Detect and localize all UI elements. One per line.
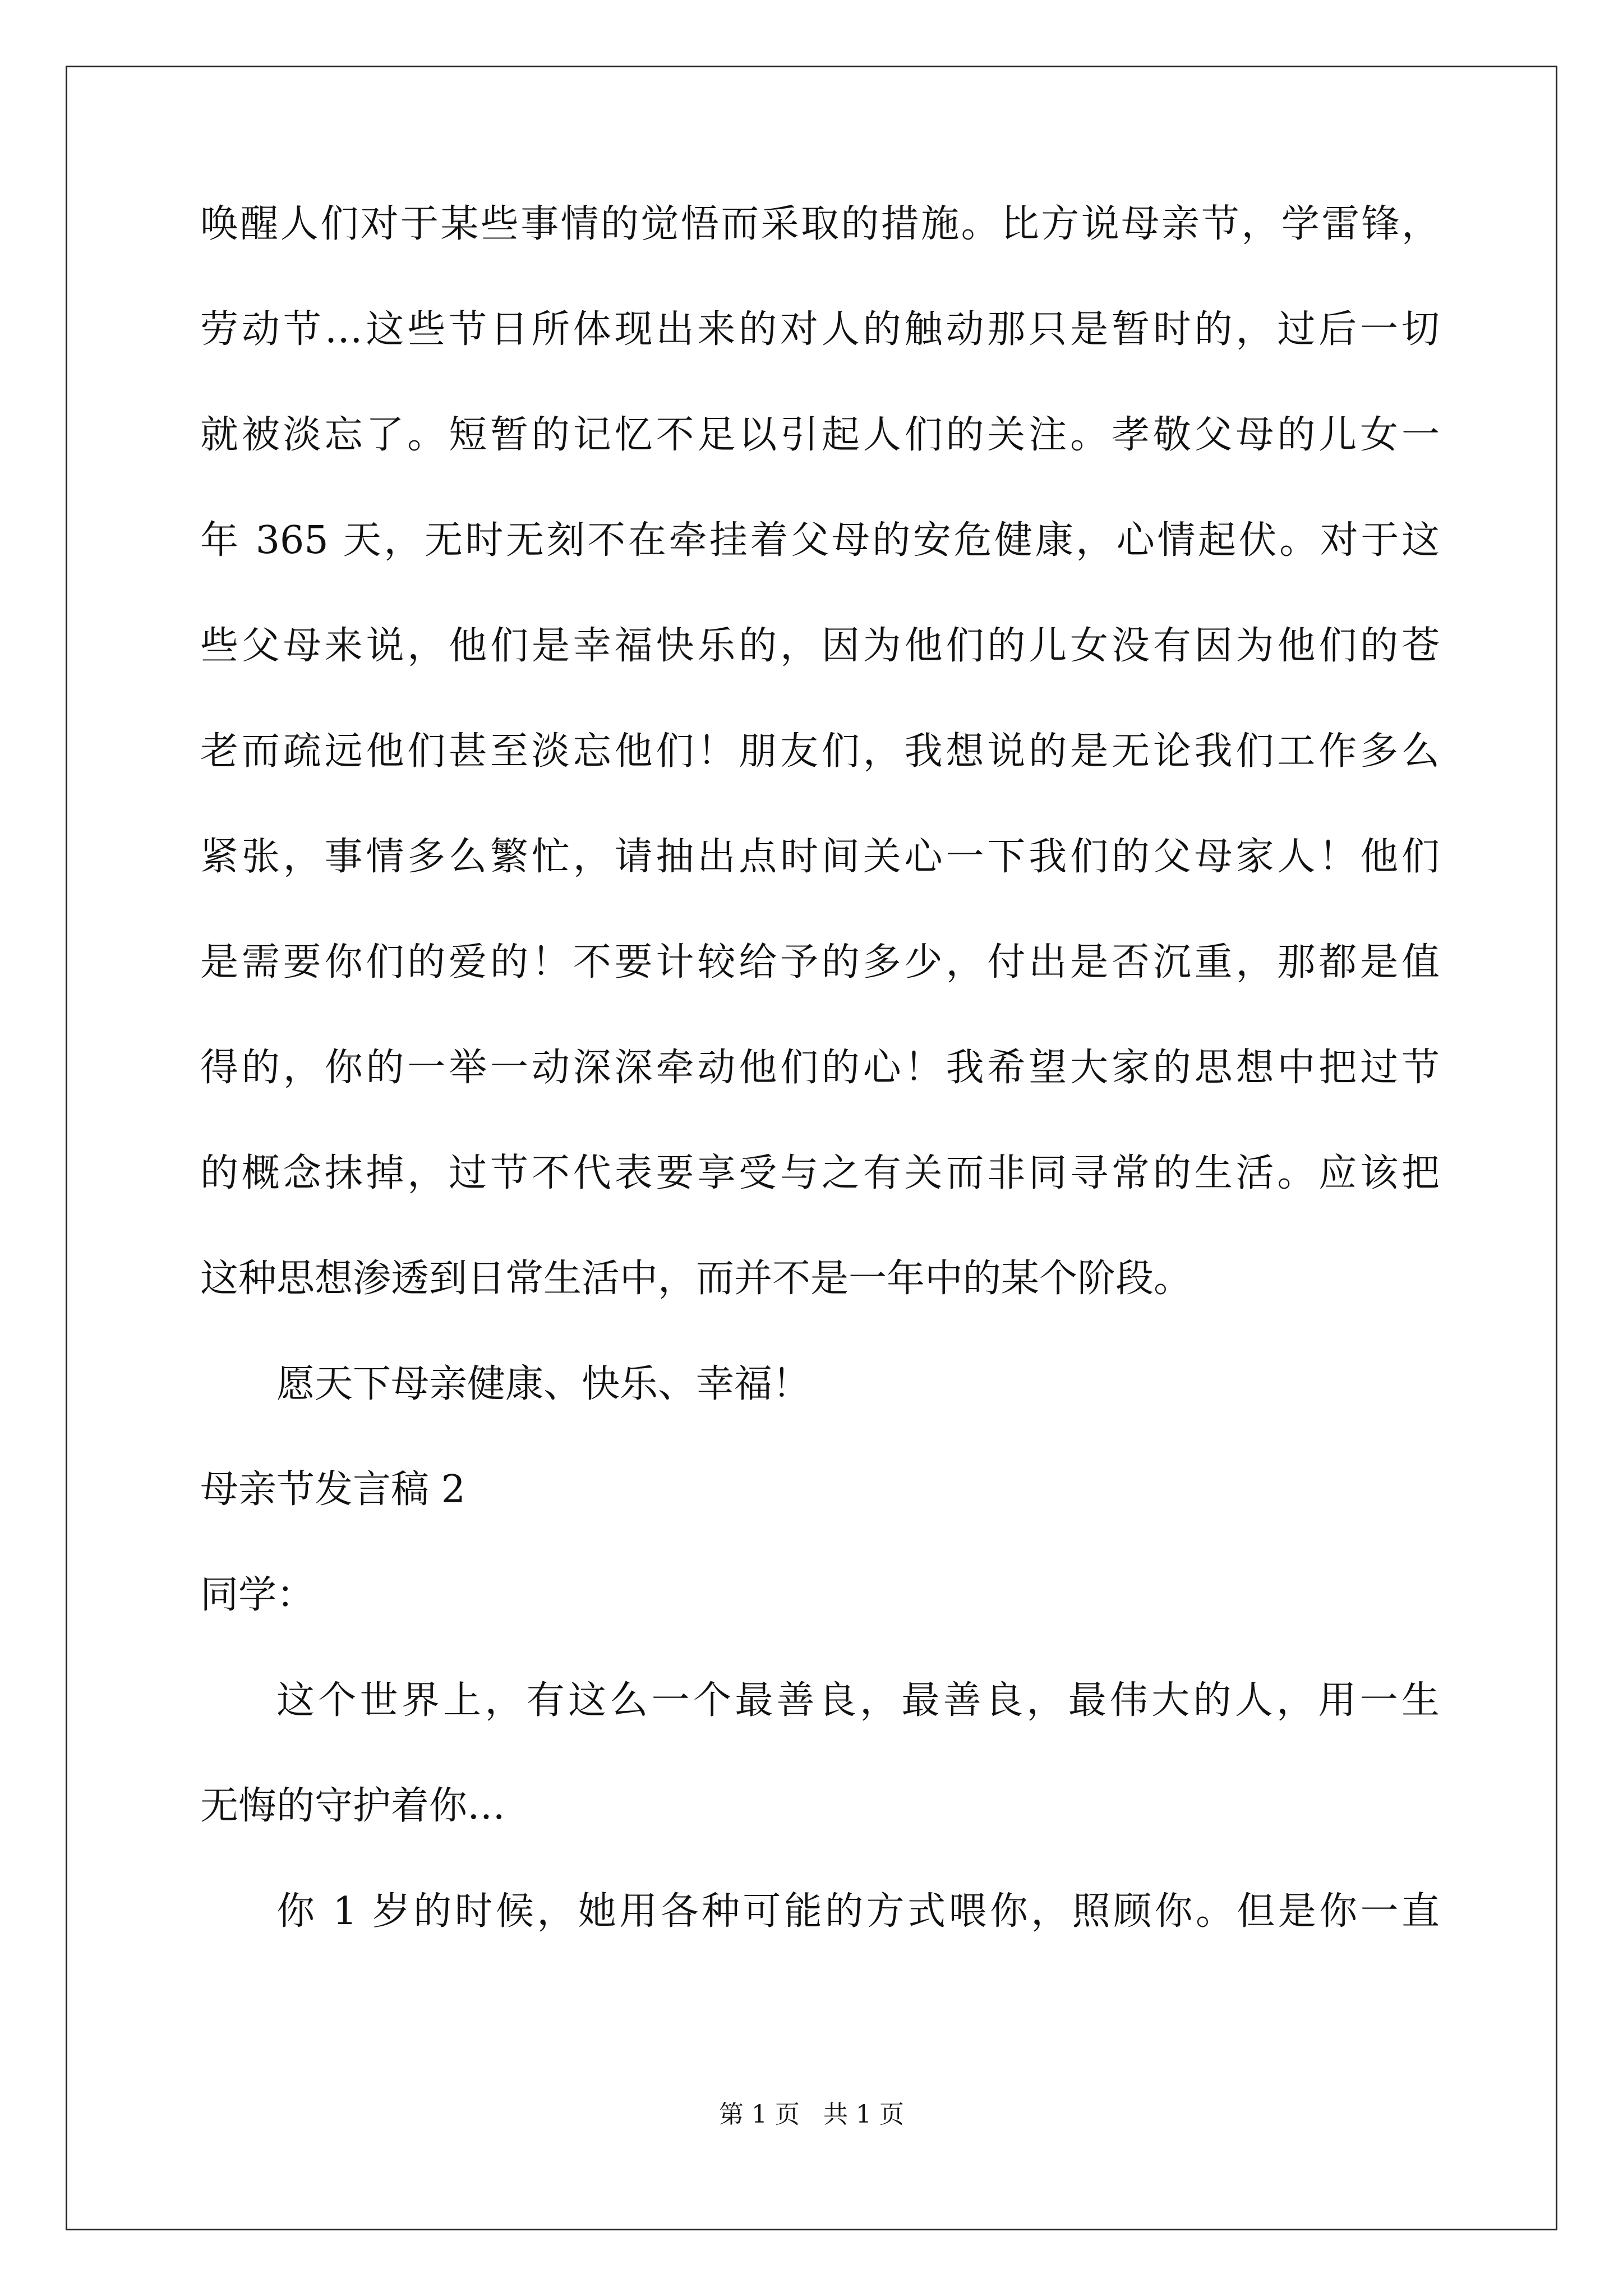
body-line: 年 365 天，无时无刻不在牵挂着父母的安危健康，心情起伏。对于这 — [200, 518, 1440, 563]
body-line: 无悔的守护着你… — [200, 1784, 506, 1828]
body-line: 这个世界上，有这么一个最善良，最善良，最伟大的人，用一生 — [276, 1678, 1440, 1723]
body-line: 老而疏远他们甚至淡忘他们！朋友们，我想说的是无论我们工作多么 — [200, 729, 1440, 774]
body-line: 是需要你们的爱的！不要计较给予的多少，付出是否沉重，那都是值 — [200, 940, 1440, 984]
body-line: 就被淡忘了。短暂的记忆不足以引起人们的关注。孝敬父母的儿女一 — [200, 413, 1440, 457]
body-line: 得的，你的一举一动深深牵动他们的心！我希望大家的思想中把过节 — [200, 1046, 1440, 1090]
salutation: 同学： — [200, 1573, 315, 1617]
body-line: 这种思想渗透到日常生活中，而并不是一年中的某个阶段。 — [200, 1257, 1192, 1301]
body-line: 劳动节…这些节日所体现出来的对人的触动那只是暂时的，过后一切 — [200, 307, 1440, 352]
body-line: 的概念抹掉，过节不代表要享受与之有关而非同寻常的生活。应该把 — [200, 1151, 1440, 1195]
body-line: 紧张，事情多么繁忙，请抽出点时间关心一下我们的父母家人！他们 — [200, 835, 1440, 879]
body-line: 唤醒人们对于某些事情的觉悟而采取的措施。比方说母亲节，学雷锋， — [200, 202, 1440, 246]
wish-line: 愿天下母亲健康、快乐、幸福！ — [276, 1362, 811, 1406]
body-line: 些父母来说，他们是幸福快乐的，因为他们的儿女没有因为他们的苍 — [200, 624, 1440, 668]
body-line: 你 1 岁的时候，她用各种可能的方式喂你，照顾你。但是你一直 — [276, 1889, 1440, 1934]
section-title: 母亲节发言稿 2 — [200, 1467, 465, 1512]
page-footer: 第 1 页 共 1 页 — [719, 2100, 904, 2129]
